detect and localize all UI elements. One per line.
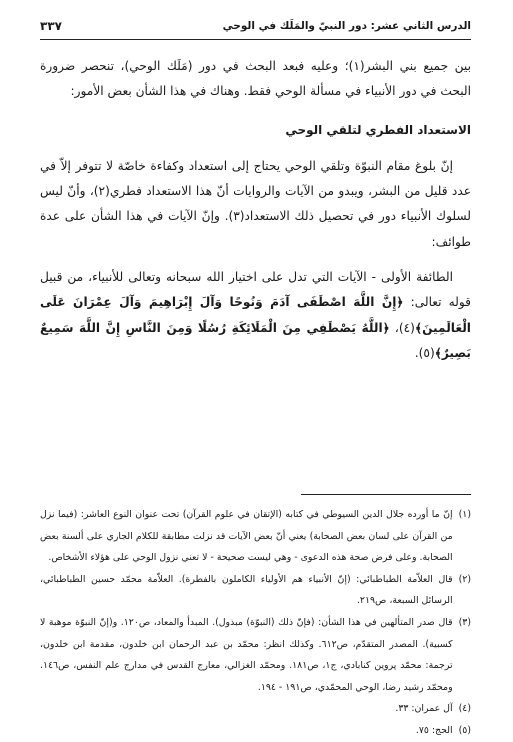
quran-verse-1: ﴿إِنَّ اللَّهَ اصْطَفَى آدَمَ وَنُوحًا وَآلَ إِبْرَاهِيمَ وَآلَ عِمْرَانَ عَلَى الْعَالَمِينَ﴾ bbox=[40, 295, 471, 335]
footnote-3 bbox=[40, 612, 471, 698]
footnote-number: (٥) bbox=[458, 724, 471, 736]
paragraph-1: بين جميع بني البشر(١)؛ وعليه فبعد البحث في دور (مَلَك الوحي)، تنحصر ضرورة البحث في دور الأنبياء في مسألة الوحي فقط. وهناك في هذا الشأن بعض الأمور: bbox=[40, 59, 471, 99]
footnote-1 bbox=[40, 504, 471, 569]
footnote-text: آل عمران: ٣٣. bbox=[395, 703, 453, 715]
running-title: الدرس الثاني عشر: دور النبيّ والمَلَك في الوحي bbox=[222, 20, 471, 32]
footnote-4 bbox=[40, 698, 471, 720]
footnote-number: (١) bbox=[458, 509, 471, 520]
footnote-ref-5: (٥) bbox=[418, 345, 435, 360]
paragraph-gap bbox=[40, 255, 471, 265]
footnote-number: (٢) bbox=[458, 573, 471, 585]
footnote-5 bbox=[40, 720, 471, 742]
page-number: ٣٣٧ bbox=[40, 19, 62, 33]
footnote-text: قال العلاّمة الطباطبائي: (إنّ الأنبياء هم الأولياء الكاملون بالفطرة). العلاّمة محمّد حسين الطباطبائي، الرسائل السبعة، ص٢١٩. bbox=[40, 573, 453, 607]
footnote-number: (٤) bbox=[458, 703, 471, 715]
footnote-number: (٣) bbox=[458, 616, 471, 628]
footnote-text: الحج: ٧٥. bbox=[415, 724, 453, 736]
quran-verse-2: ﴿اللَّهُ يَصْطَفِي مِنَ الْمَلَائِكَةِ رُسُلًا وَمِنَ النَّاسِ إِنَّ اللَّهَ سَمِيعٌ بَصِيرٌ﴾ bbox=[40, 320, 471, 360]
footnote-text: إنّ ما أورده جلال الدين السيوطي في كتابه (الإتقان في علوم القرآن) تحت عنوان النوع العاشر: (فيما نزل من القرآن على لسان بعض الصحابة) يعني أنّ بعض الآيات قد نزلت مطابقة للكلام الجاري على ألسنة بعض الصحابة. وعلى فرض صحة هذه الدعوى - وهي ليست صحيحة - لا تعني نزول الوحي على هؤلاء الأشخاص. bbox=[40, 509, 453, 564]
footnote-2 bbox=[40, 569, 471, 612]
paragraph-3-text: الطائفة الأولى - الآيات التي تدل على اختيار الله سبحانه وتعالى للأنبياء، من قبيل قوله تعالى: bbox=[40, 270, 471, 310]
footnote-ref-4: (٤) bbox=[398, 320, 415, 335]
footnotes bbox=[40, 504, 471, 742]
section-heading: الاستعداد الفطري لتلقي الوحي bbox=[285, 122, 471, 137]
paragraph-2: إنّ بلوغ مقام النبوّة وتلقي الوحي يحتاج إلى استعداد وكفاءة خاصّة لا تتوفر إلاّ في عدد قليل من البشر، ويبدو من الآيات والروايات أنّ هذا الاستعداد فطري(٢)، وأنّ ليس لسلوك الأنبياء دور في تحصيل ذلك الاستعداد(٣). وإنّ الآيات في هذا الشأن على عدة طوائف: bbox=[40, 158, 471, 249]
footnote-text: قال صدر المتألهين في هذا الشأن: (فإنّ ذلك (النبوّة) مبذول). المبدأ والمعاد، ص١٢٠. و(إنّ النبوّة موهبة لا كسبية). المصدر المتقدّم، ص٦١٢. وكذلك انظر: محمّد بن عبد الرحمان ابن خلدون، مقدمة ابن خلدون، ترجمة: محمّد پروين كنابادي، ج١، ص١٨١. ومحمّد الغزالي، معارج القدس في مدارج علم النفس، ص١٤٦. ومحمّد رشيد رضا، الوحي المحمّدي، ص١٩١ - ١٩٤. bbox=[40, 616, 453, 693]
sentence-period: . bbox=[414, 345, 419, 360]
paragraph-3 bbox=[40, 265, 471, 366]
footnote-separator bbox=[301, 494, 471, 495]
page-header bbox=[40, 13, 471, 40]
main-text bbox=[40, 54, 471, 366]
verse-connector: ، bbox=[389, 320, 399, 335]
